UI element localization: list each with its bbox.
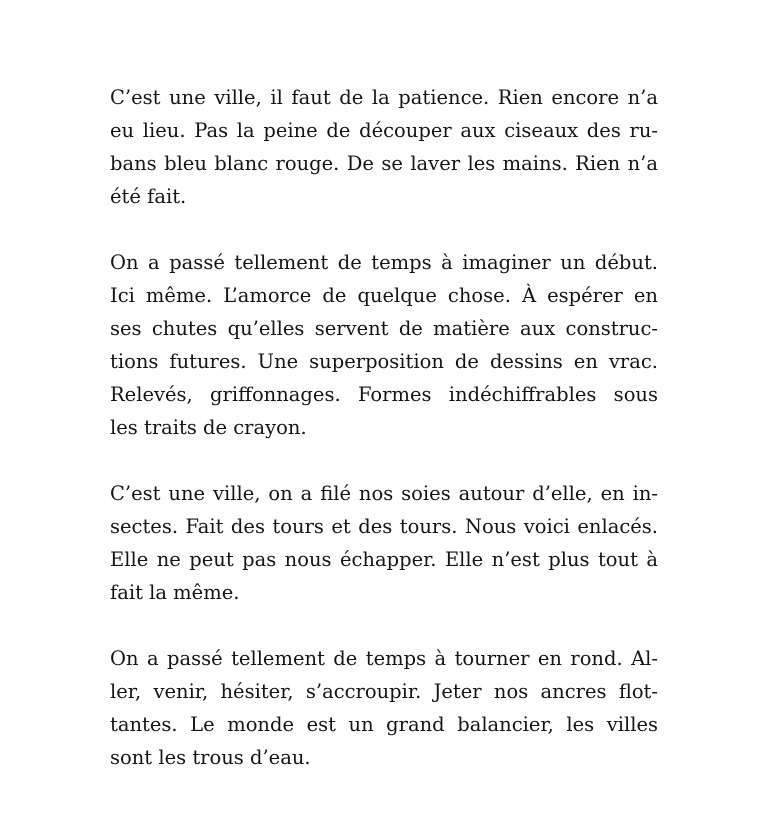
text-line: Ici même. L’amorce de quelque chose. À espérer en bbox=[110, 284, 658, 307]
text-line: Elle ne peut pas nous échapper. Elle n’est plus tout à bbox=[110, 548, 658, 571]
text-line: eu lieu. Pas la peine de découper aux ciseaux des ru- bbox=[110, 119, 658, 142]
paragraph-2 bbox=[110, 246, 658, 444]
text-line: C’est une ville, il faut de la patience. Rien encore n’a bbox=[110, 86, 658, 109]
text-line: ler, venir, hésiter, s’accroupir. Jeter nos ancres flot- bbox=[110, 680, 658, 703]
text-line: Relevés, griffonnages. Formes indéchiffrables sous bbox=[110, 383, 658, 406]
text-line: été fait. bbox=[110, 185, 187, 208]
text-line: bans bleu blanc rouge. De se laver les mains. Rien n’a bbox=[110, 152, 658, 175]
document-body bbox=[110, 81, 658, 774]
text-line: ses chutes qu’elles servent de matière aux construc- bbox=[110, 317, 658, 340]
text-line: sectes. Fait des tours et des tours. Nous voici enlacés. bbox=[110, 515, 658, 538]
text-line: On a passé tellement de temps à imaginer un début. bbox=[110, 251, 658, 274]
text-line: On a passé tellement de temps à tourner en rond. Al- bbox=[110, 647, 658, 670]
paragraph-4 bbox=[110, 642, 658, 774]
text-line: fait la même. bbox=[110, 581, 240, 604]
paragraph-3 bbox=[110, 477, 658, 609]
text-line: tions futures. Une superposition de dessins en vrac. bbox=[110, 350, 658, 373]
text-line: sont les trous d’eau. bbox=[110, 746, 311, 769]
text-line: C’est une ville, on a filé nos soies autour d’elle, en in- bbox=[110, 482, 658, 505]
text-line: les traits de crayon. bbox=[110, 416, 307, 439]
paragraph-1 bbox=[110, 81, 658, 213]
text-line: tantes. Le monde est un grand balancier, les villes bbox=[110, 713, 658, 736]
